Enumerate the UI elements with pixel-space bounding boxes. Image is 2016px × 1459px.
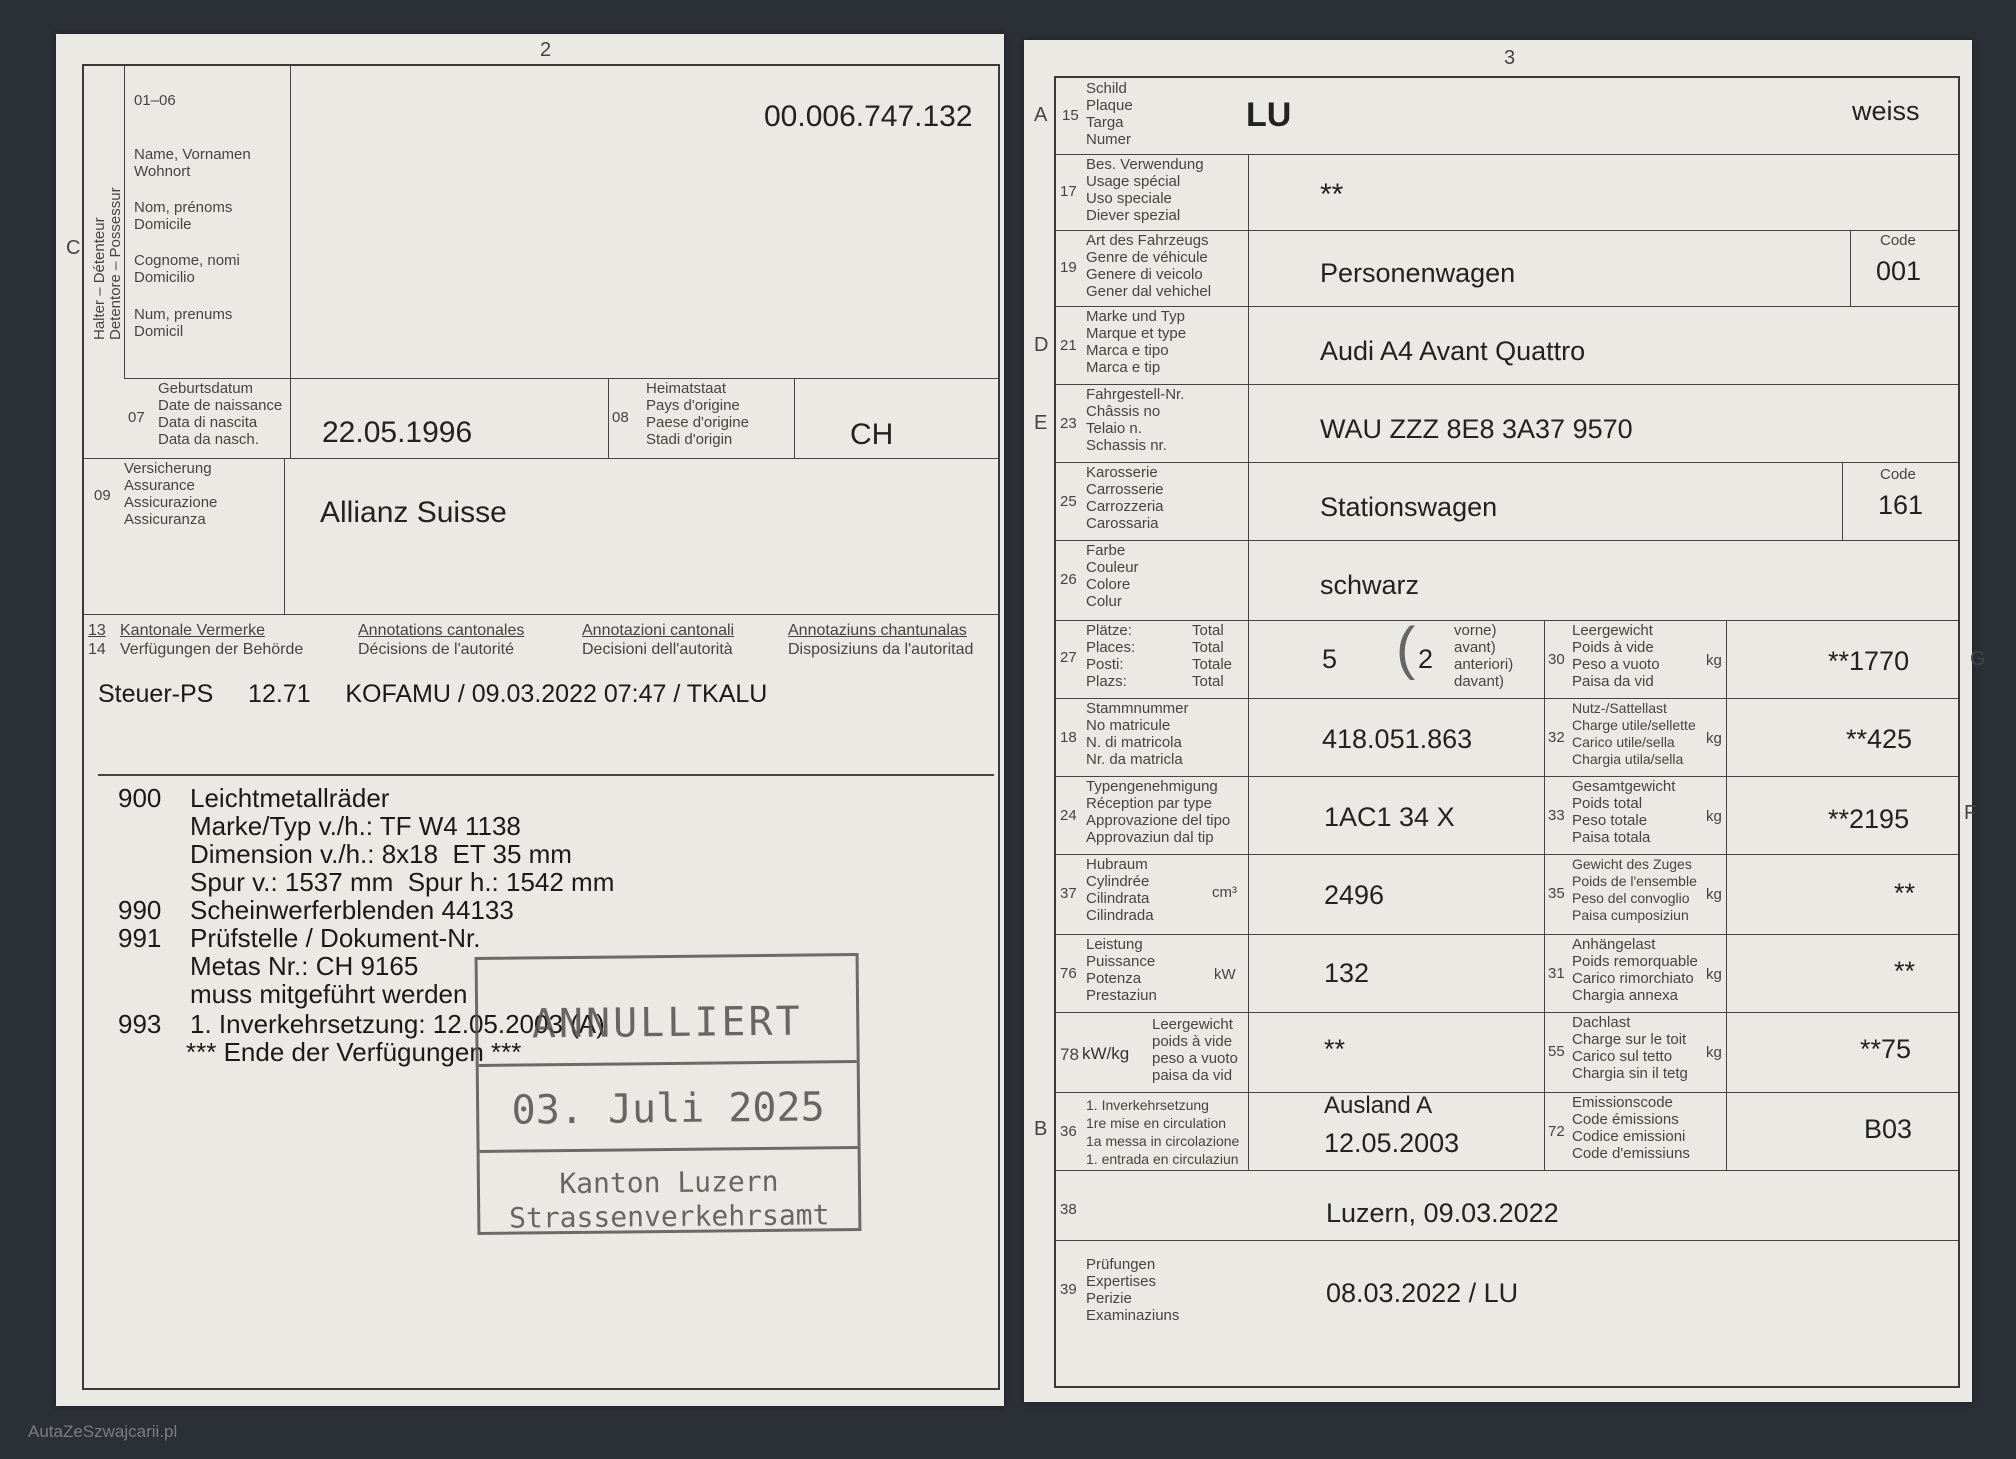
field-37-label: Hubraum Cylindrée Cilindrata Cilindrada	[1086, 856, 1154, 924]
divider	[1544, 620, 1545, 1170]
field-33-label: Gesamtgewicht Poids total Peso totale Paisa totala	[1572, 778, 1676, 846]
field-76-number: 76	[1060, 965, 1077, 982]
right-page-number: 3	[1504, 47, 1516, 69]
letter-a: A	[1034, 104, 1048, 126]
field-37-number: 37	[1060, 885, 1077, 902]
emission-code: B03	[1864, 1114, 1913, 1144]
code-number: 993	[118, 1009, 162, 1039]
letter-b: B	[1034, 1118, 1048, 1140]
divider	[124, 378, 1000, 379]
seats-total: 5	[1322, 644, 1338, 674]
empty-weight: **1770	[1828, 646, 1910, 676]
field-72-number: 72	[1548, 1123, 1565, 1140]
kg-unit: kg	[1706, 652, 1722, 669]
holder-vertical-label: Halter – Détenteur	[91, 217, 108, 340]
field-30-number: 30	[1548, 651, 1565, 668]
home-country: CH	[850, 418, 894, 451]
divider	[1056, 854, 1958, 855]
code-line: Scheinwerferblenden 44133	[190, 895, 514, 925]
divider	[794, 378, 795, 458]
code-line: 1. Inverkehrsetzung: 12.05.2003 (A)	[190, 1009, 605, 1039]
kg-unit: kg	[1706, 886, 1722, 903]
remarks-header-it: Annotazioni cantonali	[582, 622, 735, 639]
seats-front-label: vorne) avant) anteriori) davant)	[1454, 622, 1514, 690]
field-35-label: Gewicht des Zuges Poids de l'ensemble Peso del convoglio Paisa cumposiziun	[1572, 856, 1697, 923]
field-38-number: 38	[1060, 1201, 1077, 1218]
field-08-number: 08	[612, 409, 629, 426]
insurance: Allianz Suisse	[320, 496, 507, 529]
field-19-number: 19	[1060, 259, 1077, 276]
plate-color: weiss	[1852, 96, 1920, 126]
code-line: muss mitgeführt werden	[190, 979, 468, 1009]
roof-load: **75	[1860, 1034, 1912, 1064]
holder-vertical-label: Detentore – Possessur	[107, 187, 124, 340]
divider	[1056, 1240, 1958, 1241]
field-18-number: 18	[1060, 729, 1077, 746]
divider	[480, 1146, 858, 1153]
field-14-number: 14	[88, 641, 106, 658]
divider	[84, 614, 1000, 615]
power: 132	[1324, 958, 1370, 988]
field-09-number: 09	[94, 487, 111, 504]
divider	[1850, 230, 1851, 306]
letter-f: F	[1964, 802, 1977, 824]
kg-unit: kg	[1706, 966, 1722, 983]
first-registration-date: 12.05.2003	[1324, 1128, 1460, 1158]
name-label-de: Name, Vornamen Wohnort	[134, 146, 251, 180]
color: schwarz	[1320, 570, 1420, 600]
divider	[1056, 1170, 1958, 1171]
matriculation-number: 418.051.863	[1322, 724, 1473, 754]
field-72-label: Emissionscode Code émissions Codice emissioni Code d'emissiuns	[1572, 1094, 1690, 1162]
account-number: 00.006.747.132	[764, 100, 973, 133]
field-21-number: 21	[1060, 337, 1077, 354]
divider	[1056, 934, 1958, 935]
field-17-number: 17	[1060, 183, 1077, 200]
remarks-sub-it: Decisioni dell'autorità	[582, 641, 733, 658]
trailer-load: **	[1894, 956, 1916, 986]
divider	[1056, 1092, 1958, 1093]
body-type-code: 161	[1878, 490, 1924, 520]
field-76-label: Leistung Puissance Potenza Prestaziun	[1086, 936, 1157, 1004]
field-30-label: Leergewicht Poids à vide Peso a vuoto Paisa da vid	[1572, 622, 1660, 690]
divider	[290, 66, 291, 378]
kg-unit: kg	[1706, 1044, 1722, 1061]
field-19-label: Art des Fahrzeugs Genre de véhicule Genere di veicolo Gener dal vehichel	[1086, 232, 1212, 300]
remarks-sub-fr: Décisions de l'autorité	[358, 641, 515, 658]
field-39-number: 39	[1060, 1281, 1077, 1298]
power-weight-ratio: **	[1324, 1034, 1346, 1064]
divider	[284, 458, 285, 614]
field-26-number: 26	[1060, 571, 1077, 588]
divider	[1056, 154, 1958, 155]
kg-unit: kg	[1706, 808, 1722, 825]
field-25-number: 25	[1060, 493, 1077, 510]
body-type: Stationswagen	[1320, 492, 1498, 522]
kw-kg-unit: kW/kg	[1082, 1044, 1130, 1063]
payload: **425	[1846, 724, 1913, 754]
field-55-number: 55	[1548, 1043, 1565, 1060]
field-39-label: Prüfungen Expertises Perizie Examinaziuns	[1086, 1256, 1180, 1324]
field-15-label: Schild Plaque Targa Numer	[1086, 80, 1133, 148]
divider	[1056, 776, 1958, 777]
divider	[1056, 384, 1958, 385]
field-36-label: 1. Inverkehrsetzung 1re mise en circulation 1a messa in circolazione 1. entrada en circulaziun	[1086, 1097, 1240, 1167]
field-15-number: 15	[1062, 107, 1079, 124]
birth-date: 22.05.1996	[322, 416, 473, 449]
divider	[1056, 1012, 1958, 1013]
remarks-header-rm: Annotaziuns chantunalas	[788, 622, 967, 639]
field-25-label: Karosserie Carrosserie Carrozzeria Carossaria	[1086, 464, 1164, 532]
field-24-label: Typengenehmigung Réception par type Approvazione del tipo Approvaziun dal tip	[1086, 778, 1231, 846]
field-13-number: 13	[88, 622, 106, 639]
first-registration-origin: Ausland A	[1324, 1092, 1433, 1119]
letter-e: E	[1034, 412, 1048, 434]
vehicle-kind: Personenwagen	[1320, 258, 1516, 288]
field-78-label: Leergewicht poids à vide peso a vuoto paisa da vid	[1152, 1016, 1238, 1084]
divider	[1842, 462, 1843, 540]
plate-canton: LU	[1246, 96, 1292, 134]
code-number: 991	[118, 923, 162, 953]
watermark: AutaZeSzwajcarii.pl	[28, 1422, 178, 1441]
field-18-label: Stammnummer No matricule N. di matricola Nr. da matricla	[1086, 700, 1189, 768]
field-35-number: 35	[1548, 885, 1565, 902]
cancellation-stamp	[475, 953, 862, 1235]
remarks-sub-rm: Disposiziuns da l'autoritad	[788, 641, 974, 658]
letter-d: D	[1034, 334, 1049, 356]
kw-unit: kW	[1214, 966, 1236, 983]
special-use-value: **	[1320, 178, 1344, 211]
divider	[479, 1060, 857, 1067]
field-24-number: 24	[1060, 807, 1077, 824]
field-32-number: 32	[1548, 729, 1565, 746]
divider	[1056, 306, 1958, 307]
field-55-label: Dachlast Charge sur le toit Carico sul tetto Chargia sin il tetg	[1572, 1014, 1688, 1082]
kg-unit: kg	[1706, 730, 1722, 747]
divider	[1248, 154, 1249, 1170]
field-33-number: 33	[1548, 807, 1565, 824]
field-23-label: Fahrgestell-Nr. Châssis no Telaio n. Schassis nr.	[1086, 386, 1185, 454]
name-label-it: Cognome, nomi Domicilio	[134, 252, 240, 286]
inspection: 08.03.2022 / LU	[1326, 1278, 1519, 1308]
field-23-number: 23	[1060, 415, 1077, 432]
field-08-label: Heimatstaat Pays d'origine Paese d'origine Stadi d'origin	[646, 380, 749, 448]
seats-front: 2	[1418, 644, 1434, 674]
section-letter-c: C	[66, 237, 81, 259]
field-36-number: 36	[1060, 1123, 1077, 1140]
seats-bracket: (	[1396, 616, 1416, 681]
divider	[1726, 620, 1727, 1170]
field-31-label: Anhängelast Poids remorquable Carico rimorchiato Chargia annexa	[1572, 936, 1698, 1004]
stamp-date: 03. Juli 2025	[511, 1084, 825, 1134]
code-line: Leichtmetallräder	[190, 783, 390, 813]
field-09-label: Versicherung Assurance Assicurazione Assicuranza	[124, 460, 218, 528]
stamp-line-1: Kanton Luzern	[559, 1164, 779, 1201]
field-32-label: Nutz-/Sattellast Charge utile/sellette Carico utile/sella Chargia utila/sella	[1572, 700, 1696, 767]
code-label: Code	[1880, 466, 1916, 483]
field-21-label: Marke und Typ Marque et type Marca e tipo Marca e tip	[1086, 308, 1187, 376]
divider	[608, 378, 609, 458]
remarks-header-fr: Annotations cantonales	[358, 622, 525, 639]
field-78-number: 78	[1060, 1045, 1079, 1064]
code-line: Metas Nr.: CH 9165	[190, 951, 419, 981]
remarks-header-de: Kantonale Vermerke	[120, 622, 265, 639]
type-approval: 1AC1 34 X	[1324, 802, 1455, 832]
steuer-line: Steuer-PS 12.71 KOFAMU / 09.03.2022 07:47 / TKALU	[98, 680, 768, 708]
name-label-fr: Nom, prénoms Domicile	[134, 199, 233, 233]
cm3-unit: cm³	[1212, 884, 1237, 901]
stamp-title: ANNULLIERT	[531, 998, 803, 1048]
train-weight: **	[1894, 878, 1916, 908]
name-label-rm: Num, prenums Domicil	[134, 306, 233, 340]
divider	[1056, 462, 1958, 463]
displacement: 2496	[1324, 880, 1385, 910]
field-27-total-label: Total Total Totale Total	[1192, 622, 1233, 690]
issue-place-date: Luzern, 09.03.2022	[1326, 1198, 1559, 1228]
divider	[1056, 230, 1958, 231]
vehicle-kind-code: 001	[1876, 256, 1922, 286]
divider	[84, 458, 1000, 459]
field-31-number: 31	[1548, 965, 1565, 982]
code-line: Prüfstelle / Dokument-Nr.	[190, 923, 481, 953]
vin: WAU ZZZ 8E8 3A37 9570	[1320, 414, 1633, 444]
divider	[290, 378, 291, 458]
divider	[1544, 620, 1545, 698]
field-07-number: 07	[128, 409, 145, 426]
field-01-06-label: 01–06	[134, 92, 176, 109]
code-line: *** Ende der Verfügungen ***	[186, 1037, 522, 1067]
code-line: Spur v.: 1537 mm Spur h.: 1542 mm	[190, 867, 615, 897]
field-27-label: Plätze: Places: Posti: Plazs:	[1086, 622, 1136, 690]
divider	[1056, 620, 1958, 621]
left-page-number: 2	[540, 39, 552, 61]
total-weight: **2195	[1828, 804, 1910, 834]
divider	[1056, 698, 1958, 699]
code-number: 990	[118, 895, 162, 925]
field-07-label: Geburtsdatum Date de naissance Data di nascita Data da nasch.	[158, 380, 283, 448]
code-line: Dimension v./h.: 8x18 ET 35 mm	[190, 839, 572, 869]
code-label: Code	[1880, 232, 1916, 249]
code-number: 900	[118, 783, 162, 813]
make-model: Audi A4 Avant Quattro	[1320, 336, 1586, 366]
divider	[98, 774, 994, 776]
divider	[1056, 540, 1958, 541]
field-27-number: 27	[1060, 649, 1077, 666]
field-26-label: Farbe Couleur Colore Colur	[1086, 542, 1139, 610]
letter-g: G	[1970, 648, 1986, 670]
code-line: Marke/Typ v./h.: TF W4 1138	[190, 811, 521, 841]
remarks-sub-de: Verfügungen der Behörde	[120, 641, 304, 658]
stamp-line-2: Strassenverkehrsamt	[508, 1198, 830, 1235]
field-17-label: Bes. Verwendung Usage spécial Uso speciale Diever spezial	[1086, 156, 1204, 224]
divider	[124, 66, 125, 378]
